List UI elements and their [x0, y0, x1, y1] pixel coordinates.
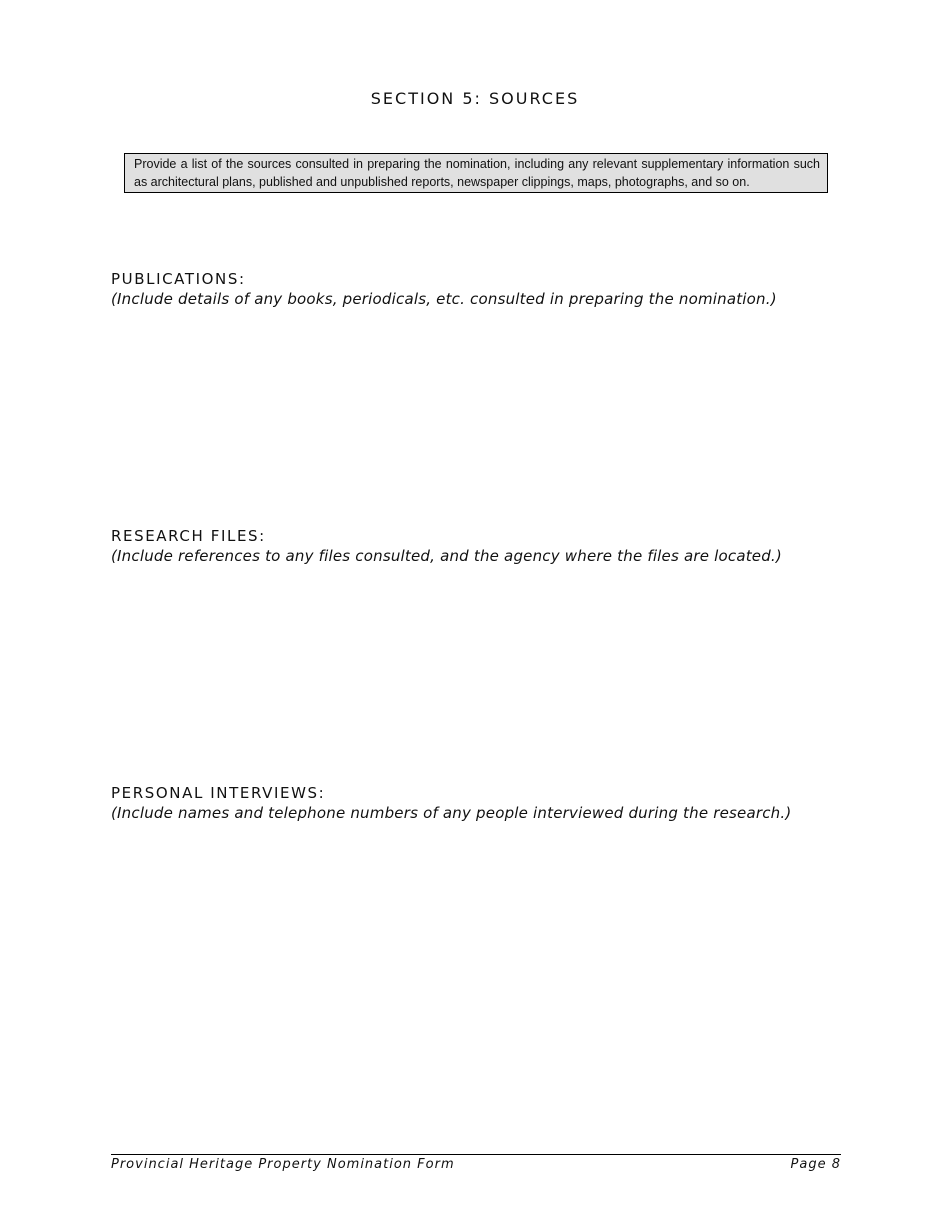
section-heading: PUBLICATIONS: [111, 270, 246, 288]
section-note: (Include names and telephone numbers of any people interviewed during the research.) [111, 804, 792, 822]
section-heading: PERSONAL INTERVIEWS: [111, 784, 326, 802]
section-note: (Include details of any books, periodicals, etc. consulted in preparing the nomination.) [111, 290, 777, 308]
research-files-section [111, 526, 782, 567]
form-name: Provincial Heritage Property Nomination Form [111, 1157, 455, 1172]
section-heading: RESEARCH FILES: [111, 527, 266, 545]
personal-interviews-section [111, 783, 791, 824]
page-number: Page 8 [790, 1157, 841, 1172]
section-title: SECTION 5: SOURCES [370, 89, 580, 108]
section-note: (Include references to any files consulted, and the agency where the files are located.) [111, 547, 782, 565]
page-footer [111, 1154, 841, 1172]
publications-section [111, 269, 777, 310]
instructions-box: Provide a list of the sources consulted in preparing the nomination, including any relevant supplementary information such as architectural plans, published and unpublished reports, newspaper clippings, maps, photographs, and so on. [124, 153, 828, 193]
